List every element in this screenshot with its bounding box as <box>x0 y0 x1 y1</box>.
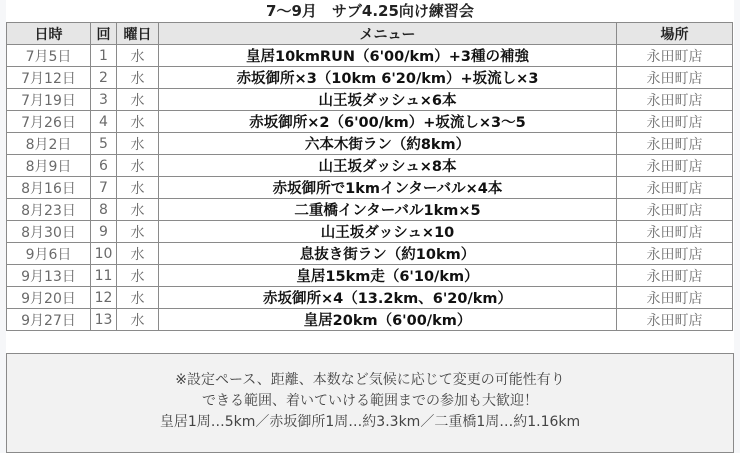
row-num: 8 <box>91 199 117 221</box>
row-menu: 赤坂御所×3（10km 6'20/km）+坂流し×3 <box>159 67 617 89</box>
row-weekday: 水 <box>117 243 159 265</box>
table-row <box>7 199 733 221</box>
row-menu: 皇居15km走（6'10/km） <box>159 265 617 287</box>
row-place: 永田町店 <box>617 67 733 89</box>
row-place: 永田町店 <box>617 287 733 309</box>
row-num: 7 <box>91 177 117 199</box>
table-row <box>7 265 733 287</box>
table-row <box>7 155 733 177</box>
row-place: 永田町店 <box>617 265 733 287</box>
row-menu: 赤坂御所で1kmインターバル×4本 <box>159 177 617 199</box>
table-row <box>7 67 733 89</box>
row-weekday: 水 <box>117 287 159 309</box>
row-place: 永田町店 <box>617 111 733 133</box>
header-menu: メニュー <box>159 23 617 45</box>
row-date: 8月2日 <box>7 133 91 155</box>
row-date: 8月30日 <box>7 221 91 243</box>
row-menu: 息抜き街ラン（約10km） <box>159 243 617 265</box>
table-row <box>7 287 733 309</box>
table-row <box>7 111 733 133</box>
schedule-table <box>6 22 733 331</box>
table-row <box>7 243 733 265</box>
row-date: 8月9日 <box>7 155 91 177</box>
row-num: 9 <box>91 221 117 243</box>
row-menu: 皇居20km（6'00/km） <box>159 309 617 331</box>
row-weekday: 水 <box>117 177 159 199</box>
note-line: ※設定ペース、距離、本数など気候に応じて変更の可能性有り <box>175 372 565 388</box>
row-date: 8月16日 <box>7 177 91 199</box>
header-place: 場所 <box>617 23 733 45</box>
row-menu: 六本木街ラン（約8km） <box>159 133 617 155</box>
row-menu: 二重橋インターバル1km×5 <box>159 199 617 221</box>
row-date: 9月13日 <box>7 265 91 287</box>
row-weekday: 水 <box>117 89 159 111</box>
row-num: 1 <box>91 45 117 67</box>
row-weekday: 水 <box>117 155 159 177</box>
row-num: 4 <box>91 111 117 133</box>
row-date: 9月27日 <box>7 309 91 331</box>
row-place: 永田町店 <box>617 177 733 199</box>
row-date: 8月23日 <box>7 199 91 221</box>
row-place: 永田町店 <box>617 133 733 155</box>
schedule-sheet <box>6 0 734 453</box>
table-header-row <box>7 23 733 45</box>
row-weekday: 水 <box>117 133 159 155</box>
table-row <box>7 309 733 331</box>
row-place: 永田町店 <box>617 243 733 265</box>
row-num: 10 <box>91 243 117 265</box>
row-weekday: 水 <box>117 45 159 67</box>
row-weekday: 水 <box>117 221 159 243</box>
row-place: 永田町店 <box>617 89 733 111</box>
row-num: 6 <box>91 155 117 177</box>
table-row <box>7 89 733 111</box>
row-date: 7月12日 <box>7 67 91 89</box>
row-num: 3 <box>91 89 117 111</box>
row-weekday: 水 <box>117 67 159 89</box>
row-weekday: 水 <box>117 309 159 331</box>
header-date: 日時 <box>7 23 91 45</box>
row-menu: 赤坂御所×4（13.2km、6'20/km） <box>159 287 617 309</box>
row-weekday: 水 <box>117 111 159 133</box>
row-place: 永田町店 <box>617 309 733 331</box>
row-menu: 皇居10kmRUN（6'00/km）+3種の補強 <box>159 45 617 67</box>
row-date: 7月5日 <box>7 45 91 67</box>
row-num: 13 <box>91 309 117 331</box>
row-place: 永田町店 <box>617 155 733 177</box>
row-date: 7月19日 <box>7 89 91 111</box>
table-row <box>7 45 733 67</box>
row-date: 7月26日 <box>7 111 91 133</box>
row-place: 永田町店 <box>617 221 733 243</box>
row-num: 5 <box>91 133 117 155</box>
table-row <box>7 177 733 199</box>
row-weekday: 水 <box>117 199 159 221</box>
header-num: 回 <box>91 23 117 45</box>
row-menu: 山王坂ダッシュ×10 <box>159 221 617 243</box>
row-menu: 山王坂ダッシュ×8本 <box>159 155 617 177</box>
row-place: 永田町店 <box>617 199 733 221</box>
row-weekday: 水 <box>117 265 159 287</box>
row-date: 9月6日 <box>7 243 91 265</box>
header-weekday: 曜日 <box>117 23 159 45</box>
table-row <box>7 133 733 155</box>
table-body <box>7 45 733 331</box>
page-title: 7〜9月 サブ4.25向け練習会 <box>266 2 474 20</box>
row-num: 2 <box>91 67 117 89</box>
note-line: できる範囲、着いていける範囲までの参加も大歓迎！ <box>202 393 538 409</box>
note-line: 皇居1周…5km／赤坂御所1周…約3.3km／二重橋1周…約1.16km <box>159 414 581 430</box>
notes-box <box>6 353 734 453</box>
row-num: 12 <box>91 287 117 309</box>
row-place: 永田町店 <box>617 45 733 67</box>
row-menu: 山王坂ダッシュ×6本 <box>159 89 617 111</box>
row-date: 9月20日 <box>7 287 91 309</box>
table-row <box>7 221 733 243</box>
row-menu: 赤坂御所×2（6'00/km）+坂流し×3〜5 <box>159 111 617 133</box>
row-num: 11 <box>91 265 117 287</box>
